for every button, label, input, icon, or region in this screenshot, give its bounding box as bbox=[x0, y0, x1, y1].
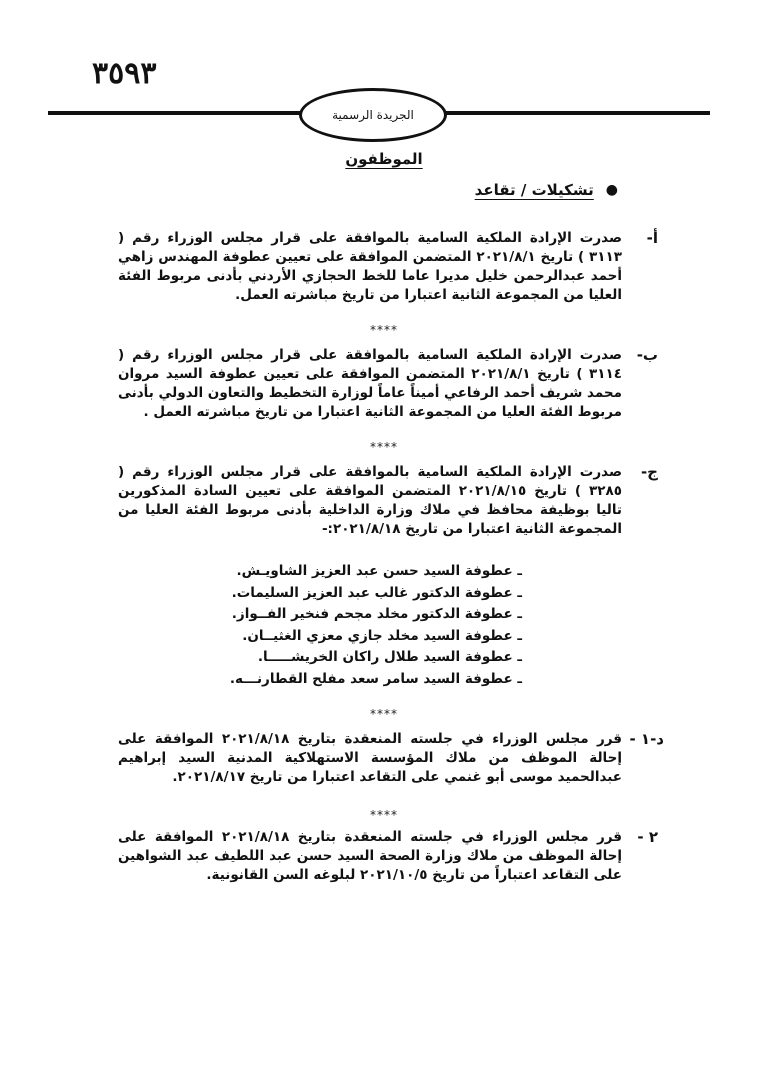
item-text: قرر مجلس الوزراء في جلسته المنعقدة بتاريخ ٢٠٢١/٨/١٨ الموافقة على إحالة الموظف من ملاك المؤسسة الاستهلاكية المدنية السيد إبراهيم عبدالحميد موسى أبو غنمي على التقاعد اعتبارا من تاريخ ٢٠٢١/٨/١٧. bbox=[118, 731, 623, 785]
list-item: ـ عطوفة السيد حسن عبد العزيز الشاويـش. bbox=[236, 563, 522, 579]
appointee-list bbox=[230, 561, 522, 690]
separator: **** bbox=[370, 808, 398, 822]
item-text: صدرت الإرادة الملكية السامية بالموافقة على قرار مجلس الوزراء رقم ( ٣١١٣ ) تاريخ ٢٠٢١/٨/١ المتضمن الموافقة على تعيين عطوفة المهندس زاهي أحمد عبدالرحمن خليل مديرا عاما للخط الحجازي الأردني بأدنى مربوط الفئة العليا من المجموعة الثانية اعتبارا من تاريخ مباشرته العمل. bbox=[118, 230, 622, 303]
item-marker: د-١ - bbox=[629, 730, 664, 748]
item-text: صدرت الإرادة الملكية السامية بالموافقة على قرار مجلس الوزراء رقم ( ٣٢٨٥ ) تاريخ ٢٠٢١/٨/١٥ المتضمن الموافقة على تعيين السادة المذكورين تاليا بوظيفة محافظ في ملاك وزارة الداخلية بأدنى مربوط الفئة العليا من المجموعة الثانية اعتبارا من تاريخ ٢٠٢١/٨/١٨:- bbox=[118, 464, 622, 537]
item-a bbox=[118, 229, 658, 305]
item-text: قرر مجلس الوزراء في جلسته المنعقدة بتاريخ ٢٠٢١/٨/١٨ الموافقة على إحالة الموظف من ملاك وزارة الصحة السيد حسن عبد اللطيف عبد الشواهين على التقاعد اعتباراً من تاريخ ٢٠٢١/١٠/٥ لبلوغه السن القانونية. bbox=[118, 829, 623, 883]
item-c bbox=[118, 463, 658, 539]
section-title: الموظفون bbox=[345, 150, 423, 168]
item-marker: ٢ - bbox=[637, 828, 658, 846]
subheading bbox=[475, 181, 618, 199]
gazette-header-oval bbox=[299, 88, 447, 142]
list-item: ـ عطوفة السيد طلال راكان الخريشـــــا. bbox=[257, 649, 522, 665]
item-marker: أ- bbox=[646, 229, 658, 247]
list-item: ـ عطوفة السيد مخلد جازي معزي الغثيــان. bbox=[242, 627, 522, 644]
list-item: ـ عطوفة الدكتور مخلد مجحم فنخير الفــواز. bbox=[231, 606, 522, 622]
subheading-text: تشكيلات / تقاعد bbox=[474, 181, 594, 199]
item-d1 bbox=[118, 730, 664, 787]
page-number: ٣٥٩٣ bbox=[92, 56, 157, 91]
gazette-title: الجريدة الرسمية bbox=[332, 108, 414, 122]
separator: **** bbox=[370, 323, 398, 337]
item-text: صدرت الإرادة الملكية السامية بالموافقة على قرار مجلس الوزراء رقم ( ٣١١٤ ) تاريخ ٢٠٢١/٨/١ المتضمن الموافقة على تعيين عطوفة السيد مروان محمد شريف أحمد الرفاعي أميناً عاماً لوزارة التخطيط والتعاون الدولي بأدنى مربوط الفئة العليا من المجموعة الثانية اعتبارا من تاريخ مباشرته العمل . bbox=[118, 347, 622, 420]
list-item: ـ عطوفة السيد سامر سعد مفلح القطارنـــه. bbox=[229, 670, 522, 687]
item-marker: ب- bbox=[636, 346, 658, 364]
list-item: ـ عطوفة الدكتور غالب عبد العزيز السليمات. bbox=[231, 584, 522, 601]
item-b bbox=[118, 346, 658, 422]
separator: **** bbox=[370, 440, 398, 454]
item-d2 bbox=[118, 828, 658, 885]
separator: **** bbox=[370, 707, 398, 721]
bullet-icon: ● bbox=[605, 182, 618, 198]
item-marker: ج- bbox=[640, 463, 658, 481]
